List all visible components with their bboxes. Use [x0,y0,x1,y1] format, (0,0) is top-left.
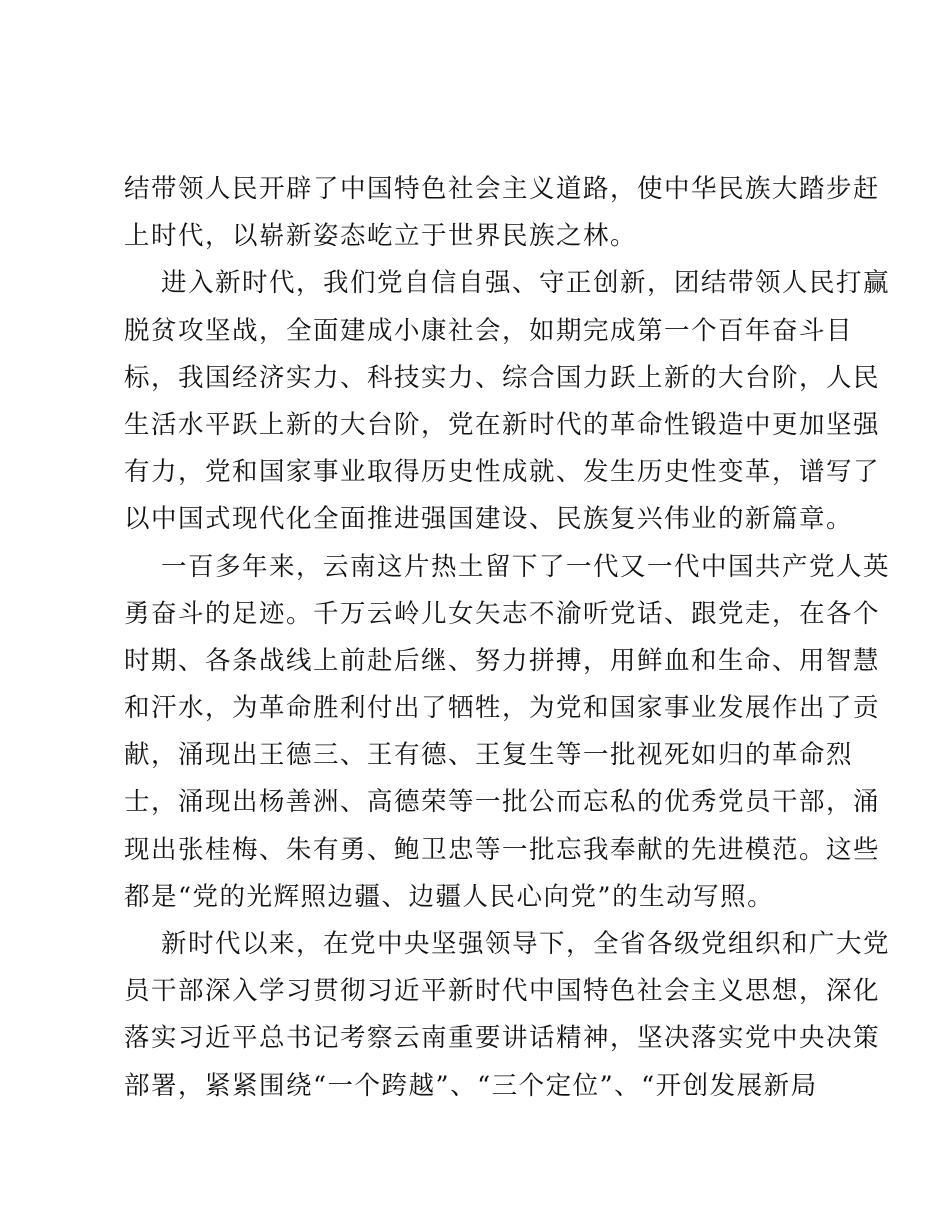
text-line: 有力，党和国家事业取得历史性成就、发生历史性变革，谱写了 [124,457,881,488]
text-line: 标，我国经济实力、科技实力、综合国力跃上新的大台阶，人民 [124,362,881,393]
text-line: 士，涌现出杨善洲、高德荣等一批公而忘私的优秀党员干部，涌 [124,787,881,818]
text-line: 生活水平跃上新的大台阶，党在新时代的革命性锻造中更加坚强 [124,409,881,440]
paragraph-first-line: 进入新时代，我们党自信自强、守正创新，团结带领人民打赢 [161,268,891,299]
text-line: 都是“党的光辉照边疆、边疆人民心向党”的生动写照。 [124,881,775,912]
text-line: 落实习近平总书记考察云南重要讲话精神，坚决落实党中央决策 [124,1023,881,1054]
text-line: 部署，紧紧围绕“一个跨越”、“三个定位”、“开创发展新局 [124,1070,818,1101]
text-line: 和汗水，为革命胜利付出了牺牲，为党和国家事业发展作出了贡 [124,693,881,724]
text-line: 现出张桂梅、朱有勇、鲍卫忠等一批忘我奉献的先进模范。这些 [124,834,881,865]
text-line: 献，涌现出王德三、王有德、王复生等一批视死如归的革命烈 [124,740,854,771]
text-line: 勇奋斗的足迹。千万云岭儿女矢志不渝听党话、跟党走，在各个 [124,598,881,629]
text-line: 结带领人民开辟了中国特色社会主义道路，使中华民族大踏步赶 [124,174,881,204]
body-text [124,166,891,1110]
text-line: 时期、各条战线上前赴后继、努力拼搏，用鲜血和生命、用智慧 [124,645,881,676]
paragraph-first-line: 一百多年来，云南这片热土留下了一代又一代中国共产党人英 [161,551,891,582]
paragraph-first-line: 新时代以来，在党中央坚强领导下，全省各级党组织和广大党 [161,929,891,959]
text-line: 上时代，以崭新姿态屹立于世界民族之林。 [124,221,638,252]
text-line: 员干部深入学习贯彻习近平新时代中国特色社会主义思想，深化 [124,976,881,1007]
text-line: 以中国式现代化全面推进强国建设、民族复兴伟业的新篇章。 [124,504,854,535]
text-line: 脱贫攻坚战，全面建成小康社会，如期完成第一个百年奋斗目 [124,315,854,346]
